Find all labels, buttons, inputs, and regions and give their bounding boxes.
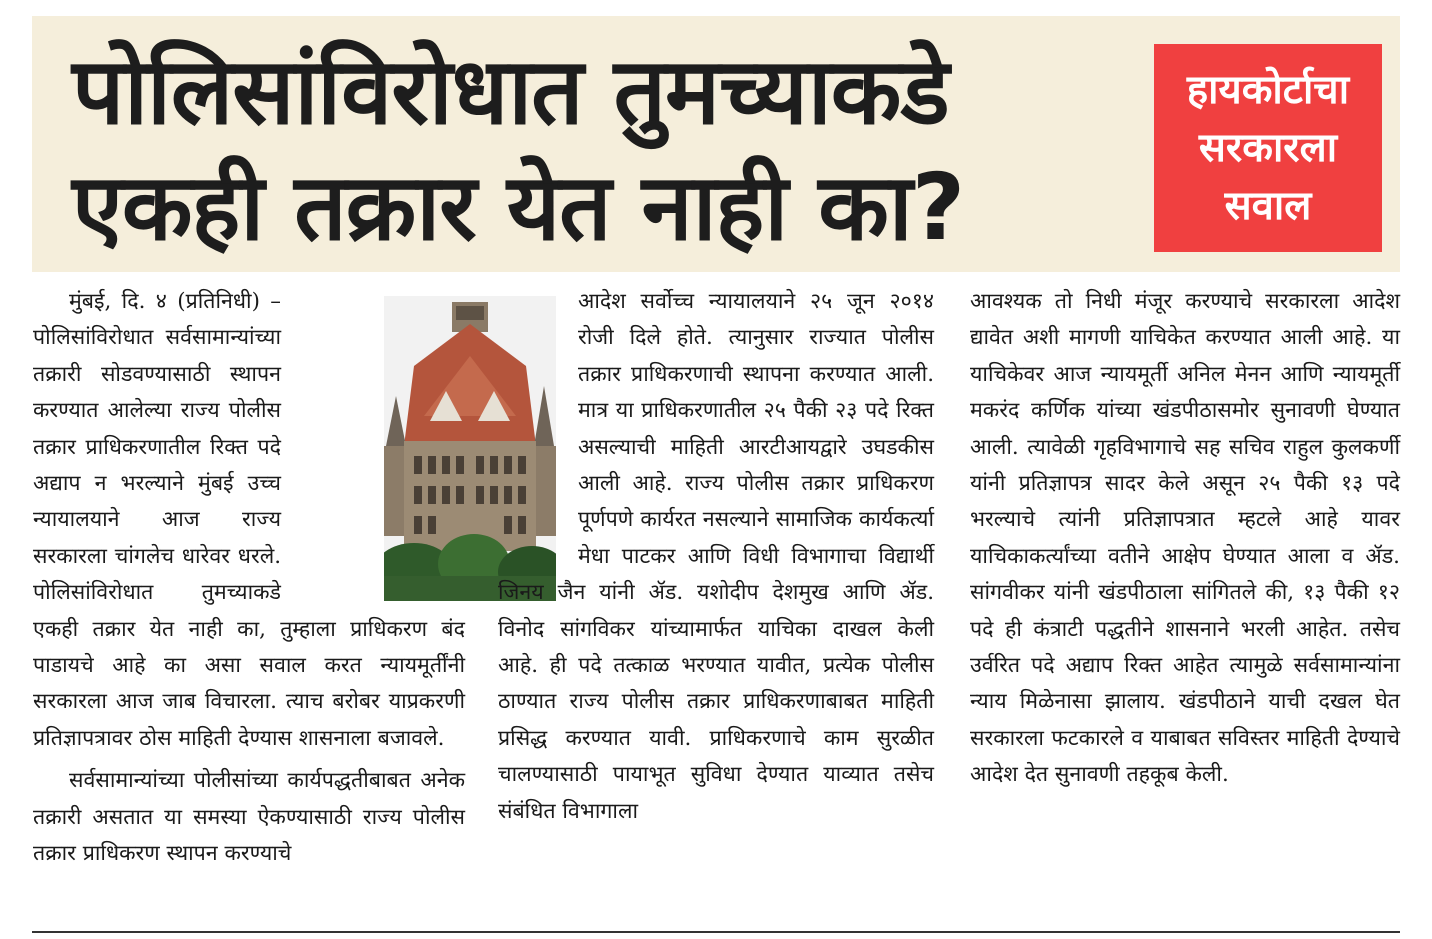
kicker-tag bbox=[1154, 44, 1382, 252]
headline-banner bbox=[32, 16, 1400, 272]
article-paragraph: सर्वसामान्यांच्या पोलीसांच्या कार्यपद्धतीबाबत अनेक तक्रारी असतात या समस्या ऐकण्यासाठी राज्य पोलीस तक्रार प्राधिकरण स्थापन करण्याचे bbox=[33, 768, 465, 867]
article-paragraph: मुंबई, दि. ४ (प्रतिनिधी) – पोलिसांविरोधात सर्वसामान्यांच्या तक्रारी सोडवण्यासाठी स्थापन करण्यात आलेल्या राज्य पोलीस तक्रार प्राधिकरणातील रिक्त पदे अद्याप न भरल्याने मुंबई उच्च न्यायालयाने आज राज्य सरकारला चांगलेच धारेवर धरले. पोलिसांविरोधात तुमच्याकडे एकही तक्रार येत नाही का, तुम्हाला प्राधिकरण बंद पाडायचे आहे का असा सवाल करत न्यायमूर्तींनी सरकारला आज जाब विचारला. त्याच बरोबर याप्रकरणी प्रतिज्ञापत्रावर ठोस माहिती देण्यास शासनाला बजावले. bbox=[33, 289, 465, 751]
headline-line-1: पोलिसांविरोधात तुमच्याकडे bbox=[72, 38, 949, 145]
article-paragraph: आदेश सर्वोच्च न्यायालयाने २५ जून २०१४ रोजी दिले होते. त्यानुसार राज्यात पोलीस तक्रार प्राधिकरणाची स्थापना करण्यात आली. मात्र या प्राधिकरणातील २५ पैकी २३ पदे रिक्त असल्याची माहिती आरटीआयद्वारे उघडकीस आली आहे. राज्य पोलीस तक्रार प्राधिकरण पूर्णपणे कार्यरत नसल्याने सामाजिक कार्यकर्त्या मेधा पाटकर आणि विधी विभागाचा विद्यार्थी जिनय जैन यांनी ॲड. यशोदीप देशमुख आणि ॲड. विनोद सांगविकर यांच्यामार्फत याचिका दाखल केली आहे. ही पदे तत्काळ भरण्यात यावीत, प्रत्येक पोलीस ठाण्यात राज्य पोलीस तक्रार प्राधिकरणाबाबत माहिती प्रसिद्ध करण्यात यावी. प्राधिकरणाचे काम सुरळीत चालण्यासाठी पायाभूत सुविधा देण्यात याव्यात तसेच संबंधित विभागाला bbox=[498, 289, 934, 824]
article-column-2 bbox=[498, 284, 934, 830]
headline bbox=[72, 34, 1162, 266]
kicker-line-2: सरकारला bbox=[1198, 125, 1338, 171]
article-column-3 bbox=[970, 284, 1400, 794]
headline-line-2: एकही तक्रार येत नाही का? bbox=[72, 154, 965, 261]
kicker-line-1: हायकोर्टाचा bbox=[1186, 67, 1350, 113]
article-paragraph: आवश्यक तो निधी मंजूर करण्याचे सरकारला आदेश द्यावेत अशी मागणी याचिकेत करण्यात आली आहे. या याचिकेवर आज न्यायमूर्ती अनिल मेनन आणि न्यायमूर्ती मकरंद कर्णिक यांच्या खंडपीठासमोर सुनावणी घेण्यात आली. त्यावेळी गृहविभागाचे सह सचिव राहुल कुलकर्णी यांनी प्रतिज्ञापत्र सादर केले असून २५ पैकी १३ पदे भरल्याचे त्यांनी प्रतिज्ञापत्रात म्हटले आहे यावर याचिकाकर्त्यांच्या वतीने आक्षेप घेण्यात आला व ॲड. सांगवीकर यांनी खंडपीठाला सांगितले की, १३ पैकी १२ पदे ही कंत्राटी पद्धतीने शासनाने भरली आहेत. तसेच उर्वरित पदे अद्याप रिक्त आहेत त्यामुळे सर्वसामान्यांना न्याय मिळेनासा झालाय. खंडपीठाने याची दखल घेत सरकारला फटकारले व याबाबत सविस्तर माहिती देण्याचे आदेश देत सुनावणी तहकूब केली. bbox=[970, 289, 1400, 788]
bottom-divider bbox=[32, 931, 1400, 933]
kicker-line-3: सवाल bbox=[1224, 183, 1312, 229]
